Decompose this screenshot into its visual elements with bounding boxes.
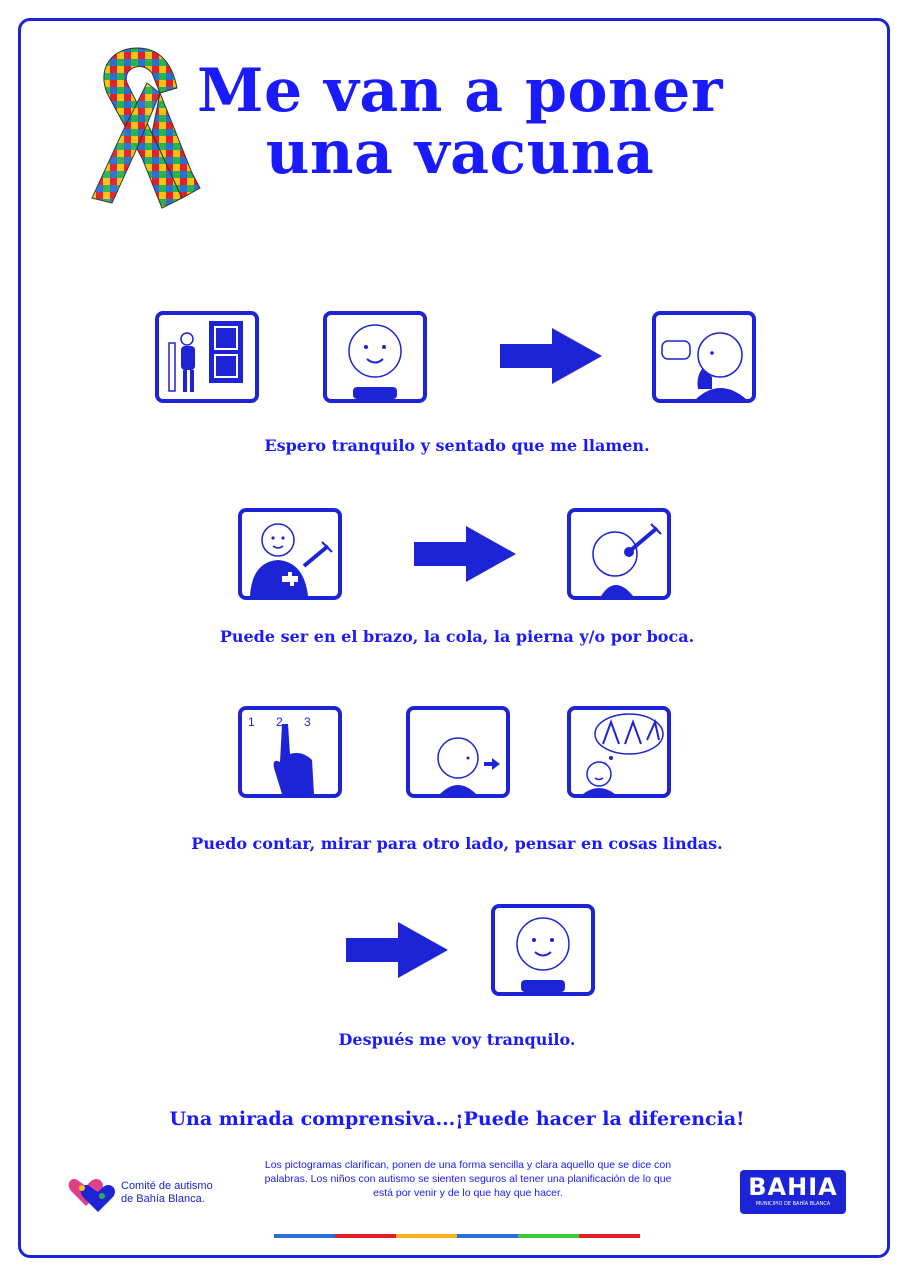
committee-line-2: de Bahía Blanca.: [121, 1193, 205, 1205]
stripe-segment: [396, 1234, 457, 1238]
arrow-right-icon: [500, 328, 602, 384]
pictogram-note: Los pictogramas clarifican, ponen de una forma sencilla y clara aquello que se dice con palabras. Los niños con autismo se sienten seguros al tener una planificación de lo que está por venir y de lo que hay que hacer.: [264, 1159, 672, 1199]
calm-face-pictogram: [491, 904, 595, 996]
waiting-seated-pictogram: [155, 311, 259, 403]
title-line-2: una vacuna: [265, 118, 655, 188]
arm-injection-pictogram: [238, 508, 342, 600]
caption-wait: Espero tranquilo y sentado que me llamen.: [264, 436, 650, 455]
bahia-logo-text: BAHIA: [748, 1173, 838, 1201]
stripe-segment: [274, 1234, 335, 1238]
count-3: 3: [304, 715, 311, 729]
page-title: [140, 56, 780, 188]
bahia-logo-subtext: MUNICIPIO DE BAHÍA BLANCA: [755, 1201, 831, 1207]
title-line-1: Me van a poner: [197, 56, 723, 126]
look-away-pictogram: [406, 706, 510, 798]
oral-vaccine-pictogram: [567, 508, 671, 600]
count-1: 1: [248, 715, 255, 729]
caption-location: Puede ser en el brazo, la cola, la pierna y/o por boca.: [219, 627, 695, 646]
stripe-segment: [579, 1234, 640, 1238]
stripe-segment: [335, 1234, 396, 1238]
closing-message: Una mirada comprensiva...¡Puede hacer la diferencia!: [169, 1108, 745, 1130]
think-nice-things-pictogram: [567, 706, 671, 798]
calm-face-pictogram: [323, 311, 427, 403]
arrow-right-icon: [346, 922, 448, 978]
caption-after: Después me voy tranquilo.: [338, 1030, 576, 1049]
caption-coping: Puedo contar, mirar para otro lado, pensar en cosas lindas.: [191, 834, 723, 853]
color-stripe: [274, 1234, 640, 1238]
puzzle-hearts-icon: [66, 1172, 118, 1216]
committee-line-1: Comité de autismo: [121, 1180, 213, 1192]
committee-logo: [66, 1172, 246, 1216]
arrow-right-icon: [414, 526, 516, 582]
counting-pictogram: [238, 706, 342, 798]
stripe-segment: [457, 1234, 518, 1238]
stripe-segment: [518, 1234, 579, 1238]
count-2: 2: [276, 715, 283, 729]
bahia-logo: [740, 1170, 846, 1214]
being-called-pictogram: [652, 311, 756, 403]
